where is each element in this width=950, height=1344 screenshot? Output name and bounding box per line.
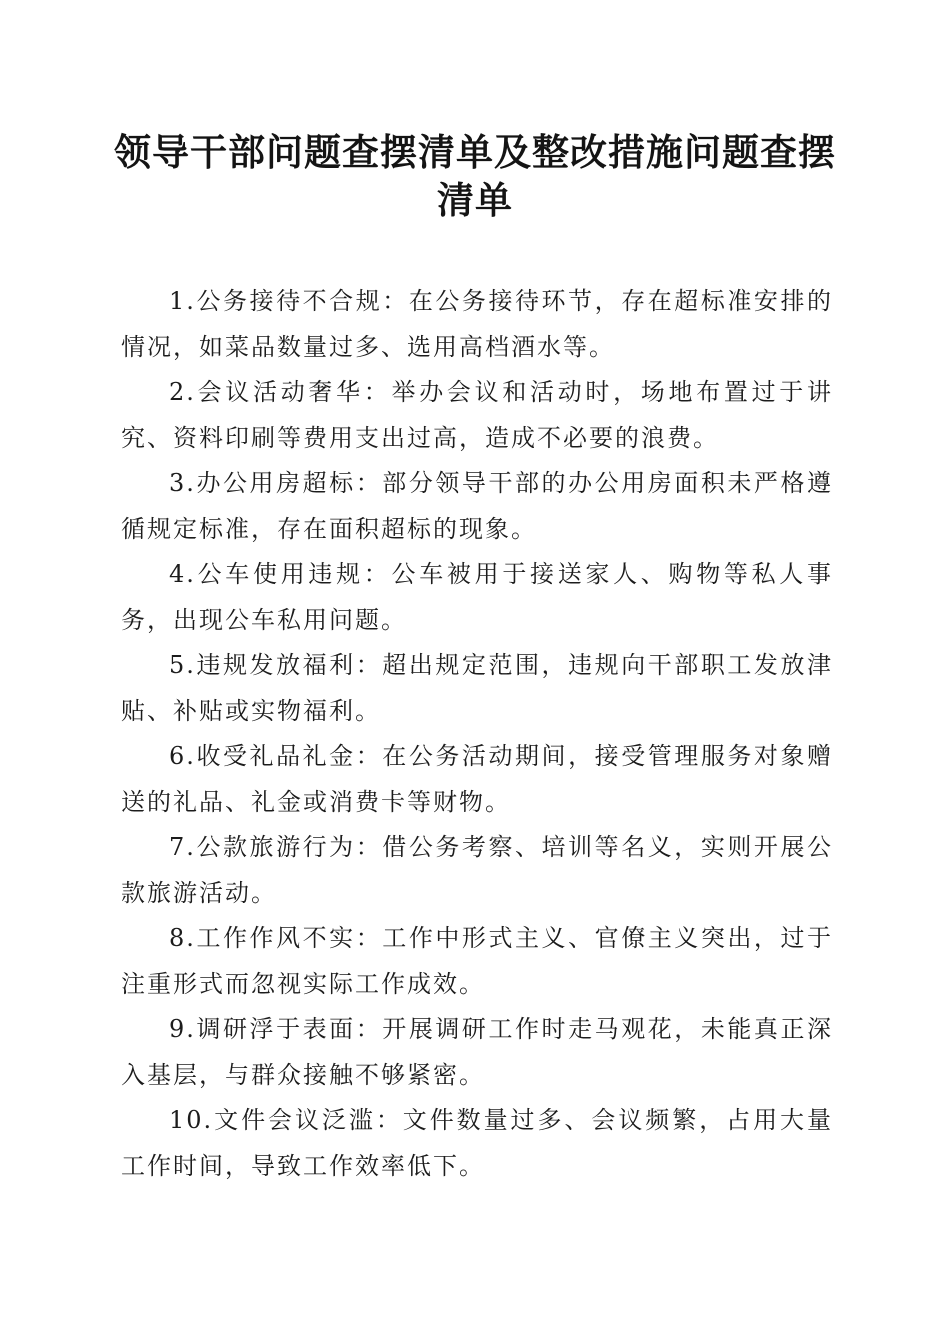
list-item [121,1098,833,1189]
item-heading: 违规发放福利： [195,651,383,679]
item-heading: 文件会议泛滥： [213,1106,403,1134]
item-number: 4. [169,560,196,588]
item-number: 7. [169,833,196,861]
list-item [121,461,833,552]
item-text: 借公务考察、培训等名义，实则开展公款旅游活动。 [121,833,834,907]
item-number: 2. [169,378,196,406]
list-item [121,552,833,643]
item-heading: 公款旅游行为： [195,833,383,861]
document-title: 领导干部问题查摆清单及整改措施问题查摆清单 [114,130,836,222]
list-item [121,1007,833,1098]
item-text: 举办会议和活动时，场地布置过于讲究、资料印刷等费用支出过高，造成不必要的浪费。 [121,378,834,452]
item-heading: 办公用房超标： [195,469,383,497]
item-text: 公车被用于接送家人、购物等私人事务，出现公车私用问题。 [121,560,834,634]
item-heading: 公务接待不合规： [195,287,409,315]
item-number: 6. [169,742,196,770]
item-text: 部分领导干部的办公用房面积未严格遵循规定标准，存在面积超标的现象。 [121,469,834,543]
item-number: 10. [169,1106,214,1134]
item-text: 在公务接待环节，存在超标准安排的情况，如菜品数量过多、选用高档酒水等。 [121,287,834,361]
item-text: 超出规定范围，违规向干部职工发放津贴、补贴或实物福利。 [121,651,834,725]
item-heading: 调研浮于表面： [195,1015,383,1043]
item-text: 文件数量过多、会议频繁，占用大量工作时间，导致工作效率低下。 [121,1106,834,1180]
item-heading: 收受礼品礼金： [195,742,383,770]
item-heading: 工作作风不实： [195,924,383,952]
item-number: 1. [169,287,196,315]
item-text: 工作中形式主义、官僚主义突出，过于注重形式而忽视实际工作成效。 [121,924,834,998]
list-item [121,916,833,1007]
item-text: 在公务活动期间，接受管理服务对象赠送的礼品、礼金或消费卡等财物。 [121,742,834,816]
item-number: 8. [169,924,196,952]
item-text: 开展调研工作时走马观花，未能真正深入基层，与群众接触不够紧密。 [121,1015,834,1089]
list-item [121,279,833,370]
item-number: 5. [169,651,196,679]
list-item [121,643,833,734]
list-item [121,734,833,825]
item-heading: 公车使用违规： [195,560,392,588]
item-heading: 会议活动奢华： [195,378,392,406]
issue-list [121,279,833,1189]
item-number: 9. [169,1015,196,1043]
item-number: 3. [169,469,196,497]
list-item [121,370,833,461]
list-item [121,825,833,916]
